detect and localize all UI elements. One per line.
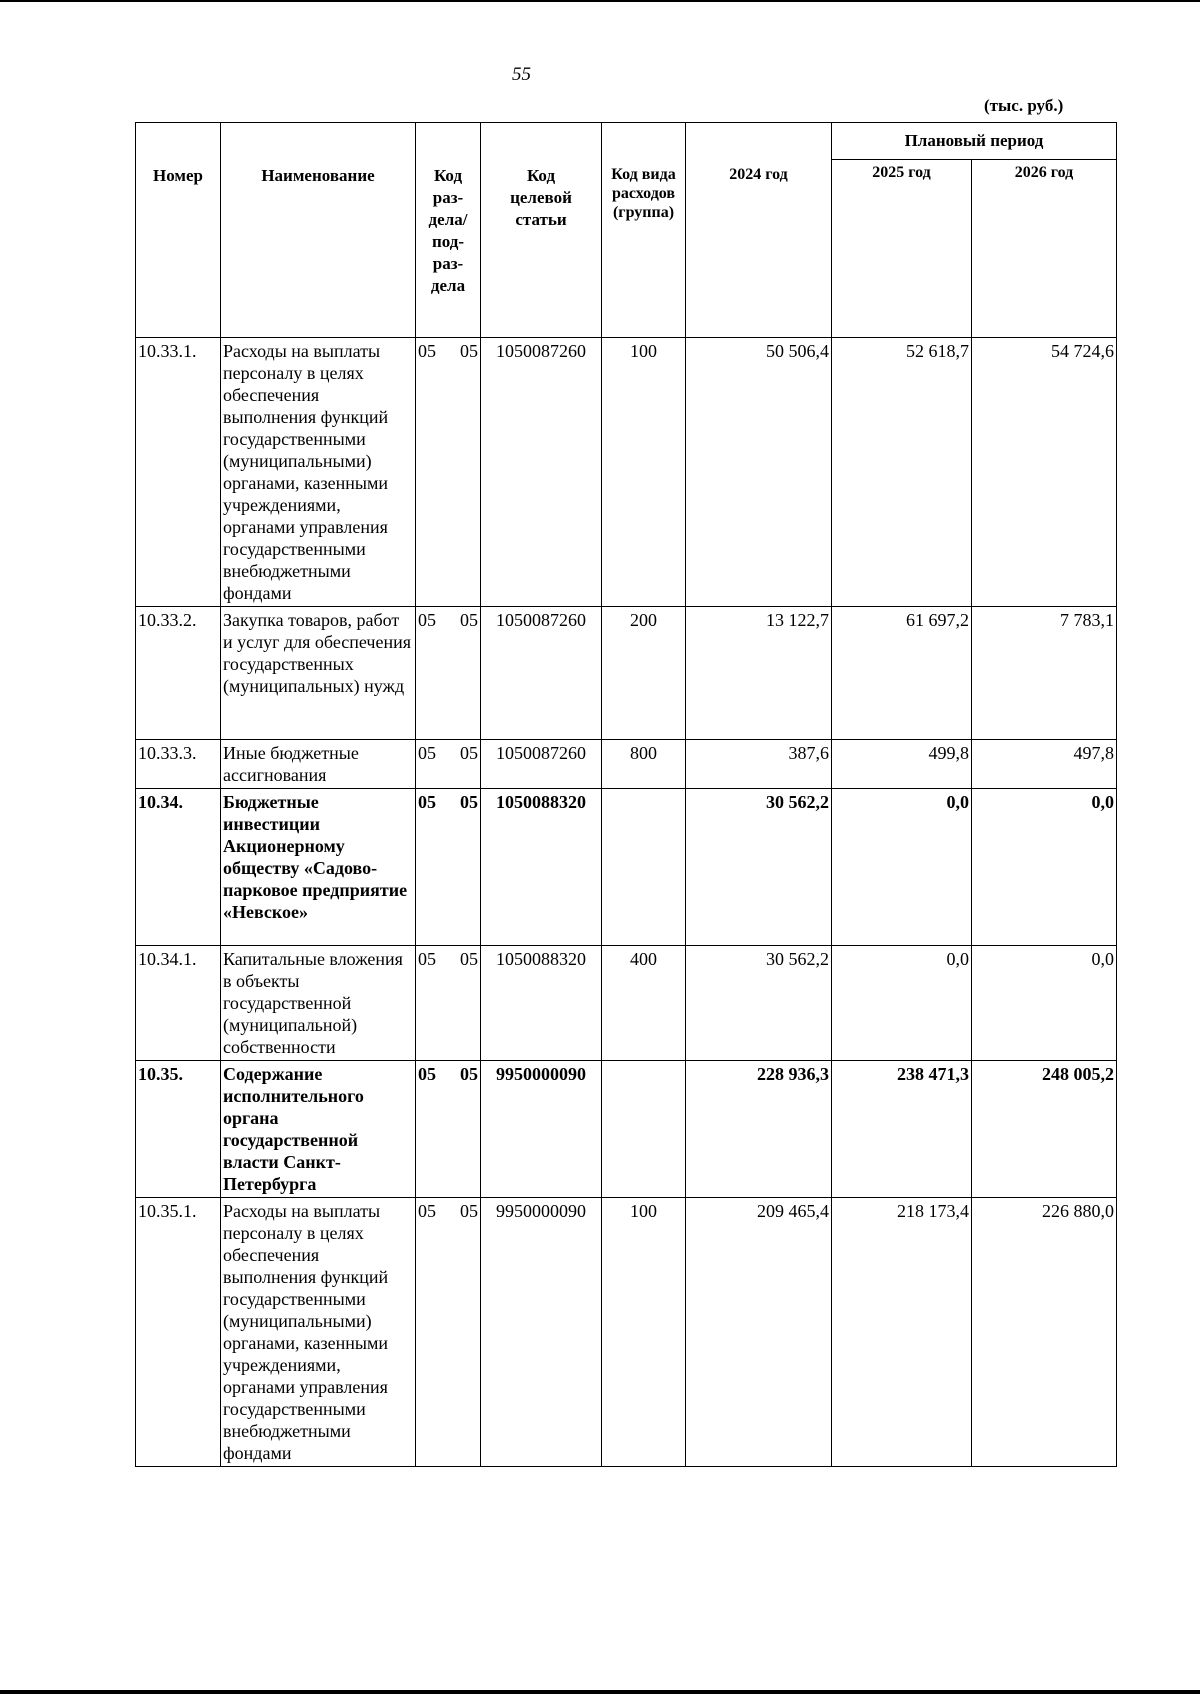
row-amount-2026: 7 783,1 bbox=[972, 607, 1117, 740]
table-row bbox=[136, 1061, 1117, 1198]
subsection-code: 05 bbox=[460, 1064, 478, 1084]
row-number: 10.33.1. bbox=[136, 338, 221, 607]
row-number: 10.33.3. bbox=[136, 740, 221, 789]
header-name: Наименование bbox=[221, 123, 416, 338]
section-code-pair bbox=[418, 742, 478, 764]
row-target-code: 1050087260 bbox=[481, 338, 602, 607]
row-amount-2025: 0,0 bbox=[832, 946, 972, 1061]
row-amount-2026: 226 880,0 bbox=[972, 1198, 1117, 1467]
section-code: 05 bbox=[418, 743, 436, 763]
header-2025: 2025 год bbox=[832, 160, 972, 338]
row-target-code: 9950000090 bbox=[481, 1061, 602, 1198]
row-target-code: 1050087260 bbox=[481, 740, 602, 789]
table-row bbox=[136, 740, 1117, 789]
subsection-code: 05 bbox=[460, 743, 478, 763]
row-section-code bbox=[416, 1061, 481, 1198]
table-row bbox=[136, 946, 1117, 1061]
row-amount-2025: 0,0 bbox=[832, 789, 972, 946]
row-section-code bbox=[416, 338, 481, 607]
row-amount-2024: 387,6 bbox=[686, 740, 832, 789]
table-row bbox=[136, 1198, 1117, 1467]
row-amount-2025: 499,8 bbox=[832, 740, 972, 789]
subsection-code: 05 bbox=[460, 1201, 478, 1221]
header-section bbox=[416, 123, 481, 338]
header-2024: 2024 год bbox=[686, 123, 832, 338]
header-expense-type: Код вида расходов (группа) bbox=[602, 123, 686, 338]
units-label: (тыс. руб.) bbox=[984, 96, 1064, 115]
subsection-code: 05 bbox=[460, 610, 478, 630]
row-number: 10.34. bbox=[136, 789, 221, 946]
header-planned-period: Плановый период bbox=[832, 123, 1117, 160]
header-target bbox=[481, 123, 602, 338]
row-amount-2026: 497,8 bbox=[972, 740, 1117, 789]
row-target-code: 1050088320 bbox=[481, 789, 602, 946]
subsection-code: 05 bbox=[460, 341, 478, 361]
row-amount-2024: 228 936,3 bbox=[686, 1061, 832, 1198]
row-amount-2026: 248 005,2 bbox=[972, 1061, 1117, 1198]
row-amount-2024: 209 465,4 bbox=[686, 1198, 832, 1467]
row-target-code: 9950000090 bbox=[481, 1198, 602, 1467]
row-amount-2026: 54 724,6 bbox=[972, 338, 1117, 607]
row-number: 10.34.1. bbox=[136, 946, 221, 1061]
section-code-pair bbox=[418, 791, 478, 813]
table-header bbox=[136, 123, 1117, 338]
row-amount-2024: 50 506,4 bbox=[686, 338, 832, 607]
page-number: 55 bbox=[512, 64, 531, 85]
row-number: 10.35. bbox=[136, 1061, 221, 1198]
row-amount-2025: 218 173,4 bbox=[832, 1198, 972, 1467]
section-code: 05 bbox=[418, 610, 436, 630]
header-2026: 2026 год bbox=[972, 160, 1117, 338]
table-row bbox=[136, 789, 1117, 946]
header-target-label: Код целевой статьи bbox=[510, 166, 572, 229]
table-row bbox=[136, 338, 1117, 607]
row-name: Бюджетные инвестиции Акционерному обществу «Садово-парковое предприятие «Невское» bbox=[221, 789, 416, 946]
header-section-label: Код раз-дела/ под-раз-дела bbox=[428, 166, 468, 295]
section-code: 05 bbox=[418, 1201, 436, 1221]
row-name: Расходы на выплаты персоналу в целях обеспечения выполнения функций государственными (муниципальными) органами, казенными учреждениями, органами управления государственными внебюджетными фондами bbox=[221, 338, 416, 607]
row-amount-2025: 238 471,3 bbox=[832, 1061, 972, 1198]
row-target-code: 1050088320 bbox=[481, 946, 602, 1061]
section-code-pair bbox=[418, 948, 478, 970]
subsection-code: 05 bbox=[460, 792, 478, 812]
row-section-code bbox=[416, 740, 481, 789]
header-number: Номер bbox=[136, 123, 221, 338]
row-expense-type: 100 bbox=[602, 1198, 686, 1467]
row-section-code bbox=[416, 789, 481, 946]
section-code-pair bbox=[418, 1200, 478, 1222]
top-scan-border bbox=[0, 0, 1200, 2]
section-code: 05 bbox=[418, 792, 436, 812]
section-code: 05 bbox=[418, 1064, 436, 1084]
row-amount-2024: 30 562,2 bbox=[686, 946, 832, 1061]
section-code-pair bbox=[418, 340, 478, 362]
row-expense-type: 100 bbox=[602, 338, 686, 607]
budget-table bbox=[135, 122, 1117, 1467]
section-code-pair bbox=[418, 609, 478, 631]
row-amount-2025: 52 618,7 bbox=[832, 338, 972, 607]
subsection-code: 05 bbox=[460, 949, 478, 969]
row-target-code: 1050087260 bbox=[481, 607, 602, 740]
row-section-code bbox=[416, 946, 481, 1061]
row-amount-2026: 0,0 bbox=[972, 789, 1117, 946]
row-number: 10.33.2. bbox=[136, 607, 221, 740]
row-expense-type bbox=[602, 1061, 686, 1198]
table-row bbox=[136, 607, 1117, 740]
row-section-code bbox=[416, 607, 481, 740]
row-amount-2025: 61 697,2 bbox=[832, 607, 972, 740]
row-expense-type bbox=[602, 789, 686, 946]
row-name: Капитальные вложения в объекты государственной (муниципальной) собственности bbox=[221, 946, 416, 1061]
row-section-code bbox=[416, 1198, 481, 1467]
bottom-scan-border bbox=[0, 1690, 1200, 1694]
row-name: Иные бюджетные ассигнования bbox=[221, 740, 416, 789]
row-expense-type: 400 bbox=[602, 946, 686, 1061]
row-name: Закупка товаров, работ и услуг для обеспечения государственных (муниципальных) нужд bbox=[221, 607, 416, 740]
section-code: 05 bbox=[418, 949, 436, 969]
row-amount-2024: 13 122,7 bbox=[686, 607, 832, 740]
row-amount-2026: 0,0 bbox=[972, 946, 1117, 1061]
table-body bbox=[136, 338, 1117, 1467]
row-expense-type: 200 bbox=[602, 607, 686, 740]
section-code: 05 bbox=[418, 341, 436, 361]
row-expense-type: 800 bbox=[602, 740, 686, 789]
section-code-pair bbox=[418, 1063, 478, 1085]
row-name: Содержание исполнительного органа государственной власти Санкт-Петербурга bbox=[221, 1061, 416, 1198]
row-amount-2024: 30 562,2 bbox=[686, 789, 832, 946]
row-number: 10.35.1. bbox=[136, 1198, 221, 1467]
row-name: Расходы на выплаты персоналу в целях обеспечения выполнения функций государственными (муниципальными) органами, казенными учреждениями, органами управления государственными внебюджетными фондами bbox=[221, 1198, 416, 1467]
